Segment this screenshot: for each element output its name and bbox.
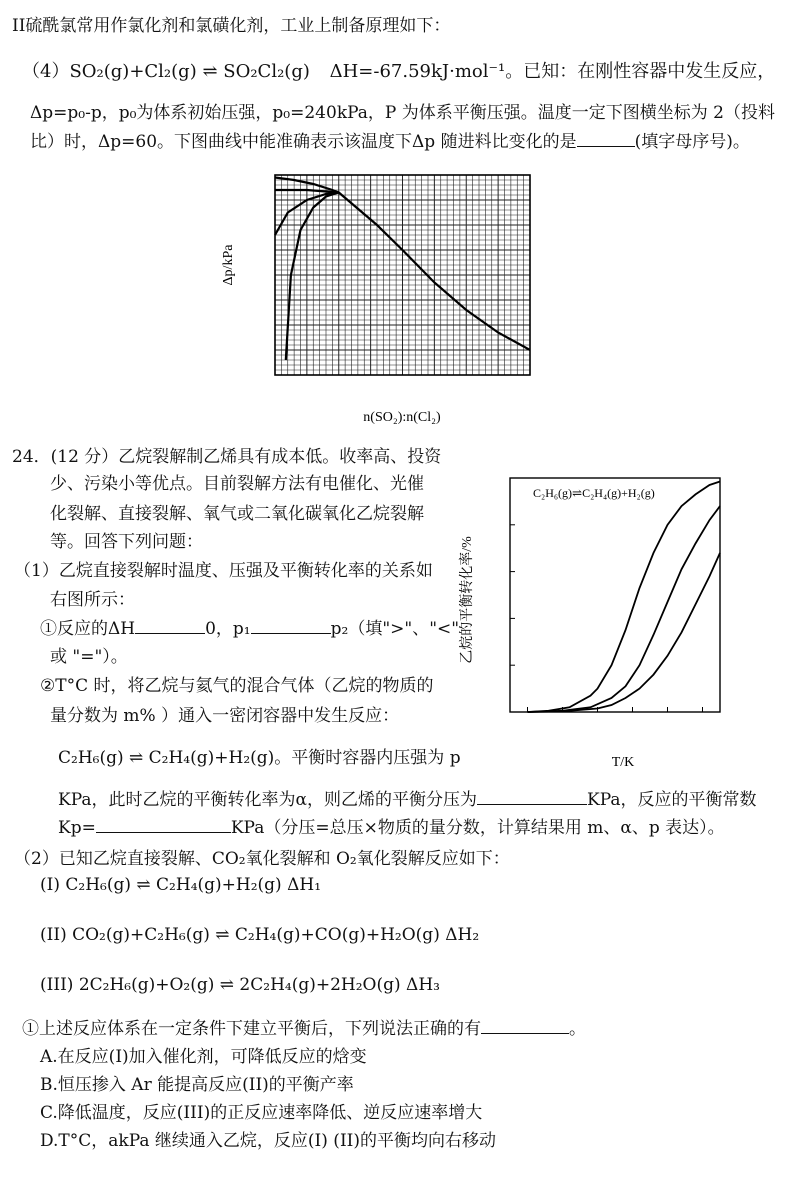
q4-line2: Δp=p₀-p，p₀为体系初始压强，p₀=240kPa，P 为体系平衡压强。温度一定下图横坐标为 2（投料 [30, 103, 775, 123]
q24-line4: 等。回答下列问题： [50, 532, 203, 552]
chart1-grid [275, 175, 530, 375]
ethylene-pressure-blank[interactable] [477, 804, 587, 805]
chart2-ticks [510, 478, 703, 712]
q24-sub2-line4 [58, 788, 757, 812]
option-d: D.T°C，akPa 继续通入乙烷，反应(I) (II)的平衡均向右移动 [40, 1131, 497, 1151]
q24-head: 24．(12 分）乙烷裂解制乙烯具有成本低。收率高、投资 [12, 447, 442, 467]
q24-sub2-line5-b: KPa（分压=总压×物质的量分数，计算结果用 m、α、p 表达）。 [230, 818, 725, 838]
q24-sub1-text-b: 0，p₁ [205, 619, 251, 639]
q24-sub2-equation: C₂H₆(g) ⇌ C₂H₄(g)+H₂(g)。平衡时容器内压强为 p [58, 748, 461, 768]
q24-sub1-line2: 或 "="）。 [50, 647, 128, 667]
chart2-frame [510, 478, 720, 712]
q4-line3-tail: (填字母序号)。 [634, 132, 750, 152]
q24-part2-sub1 [22, 1017, 586, 1041]
delta-p-chart [220, 165, 550, 430]
q24-sub2-line5 [58, 816, 725, 840]
dh-sign-blank[interactable] [135, 633, 205, 634]
chart2-series-line-2 [528, 506, 721, 712]
q4-line1 [22, 60, 775, 84]
q4-line1-tail: 。已知：在刚性容器中发生反应， [505, 61, 776, 82]
q4-line3 [30, 130, 750, 154]
reaction-3: (III) 2C₂H₆(g)+O₂(g) ⇌ 2C₂H₄(g)+2H₂O(g) ΔH₃ [40, 975, 440, 995]
q4-number: （4） [22, 61, 70, 82]
chart2-series-line-1 [528, 482, 721, 713]
q24-sub1-text-a: ①反应的ΔH [40, 619, 136, 639]
q4-line3-text: 比）时，Δp=60。下图曲线中能准确表示该温度下Δp 随进料比变化的是 [30, 132, 577, 152]
q24-sub2-line4-a: KPa，此时乙烷的平衡转化率为α，则乙烯的平衡分压为 [58, 790, 477, 810]
q4-answer-blank[interactable] [577, 146, 635, 147]
q24-sub2-line2: 量分数为 m% ）通入一密闭容器中发生反应： [50, 706, 400, 726]
reaction-2: (II) CO₂(g)+C₂H₆(g) ⇌ C₂H₄(g)+CO(g)+H₂O(g) ΔH₂ [40, 925, 480, 945]
q4-enthalpy: ΔH=-67.59kJ·mol⁻¹ [329, 61, 506, 82]
kp-blank[interactable] [96, 832, 231, 833]
q24-sub2-line4-b: KPa，反应的平衡常数 [587, 790, 757, 810]
q24-part1-line1: （1）乙烷直接裂解时温度、压强及平衡转化率的关系如 [14, 561, 433, 581]
p-compare-blank[interactable] [251, 633, 331, 634]
q24-part2-head: （2）已知乙烷直接裂解、CO₂氧化裂解和 O₂氧化裂解反应如下： [14, 849, 510, 869]
option-a: A.在反应(I)加入催化剂，可降低反应的焓变 [40, 1047, 367, 1067]
correct-options-blank[interactable] [481, 1033, 569, 1034]
option-c: C.降低温度，反应(III)的正反应速率降低、逆反应速率增大 [40, 1103, 483, 1123]
q24-part2-sub1-end: 。 [569, 1019, 586, 1039]
chart2-ylabel: 乙烷的平衡转化率/% [460, 536, 475, 664]
chart2-series [528, 482, 721, 713]
q24-sub2-line1: ②T°C 时，将乙烷与氦气的混合气体（乙烷的物质的 [40, 676, 434, 696]
chart1-ylabel: Δp/kPa [221, 244, 236, 286]
q24-sub1-text-c: p₂（填">"、"<" [330, 619, 460, 639]
option-b: B.恒压掺入 Ar 能提高反应(II)的平衡产率 [40, 1075, 354, 1095]
q24-sub2-line5-a: Kp= [58, 818, 96, 838]
q24-line2: 少、污染小等优点。目前裂解方法有电催化、光催 [50, 474, 424, 494]
chart2-title: C₂H₆(g)⇌C₂H₄(g)+H₂(g) [533, 486, 655, 500]
section-header: II硫酰氯常用作氯化剂和氯磺化剂，工业上制备原理如下： [12, 16, 451, 36]
chart2-xlabel: T/K [611, 755, 635, 770]
chart2-plot-frame [510, 478, 720, 712]
q24-sub1 [40, 617, 459, 641]
q24-part2-sub1-text: ①上述反应体系在一定条件下建立平衡后，下列说法正确的有 [22, 1019, 481, 1039]
q4-equation: SO₂(g)+Cl₂(g) ⇌ SO₂Cl₂(g) [69, 61, 310, 82]
chart1-xlabel: n(SO₂):n(Cl₂) [363, 410, 441, 425]
q24-line3: 化裂解、直接裂解、氧气或二氧化碳氧化乙烷裂解 [50, 504, 424, 524]
q24-part1-line2: 右图所示： [50, 590, 135, 610]
conversion-chart [455, 460, 755, 775]
reaction-1: (I) C₂H₆(g) ⇌ C₂H₄(g)+H₂(g) ΔH₁ [40, 875, 322, 895]
